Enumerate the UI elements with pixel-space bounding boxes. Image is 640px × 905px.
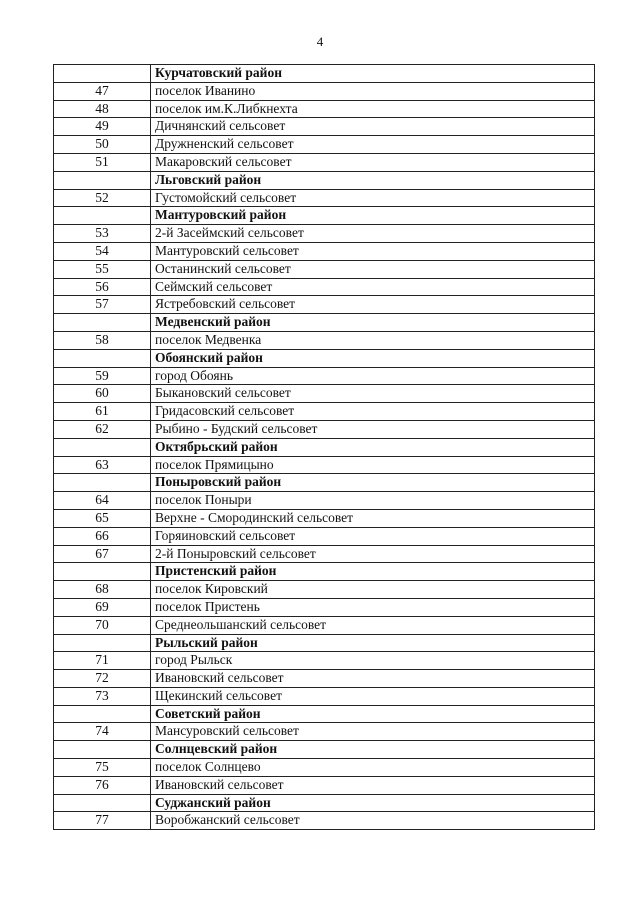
table-row — [54, 776, 595, 794]
municipality-name: Быкановский сельсовет — [151, 385, 595, 403]
municipality-name: Дичнянский сельсовет — [151, 118, 595, 136]
municipality-name: Среднеольшанский сельсовет — [151, 616, 595, 634]
row-number — [54, 314, 151, 332]
municipality-name: поселок Кировский — [151, 581, 595, 599]
municipality-name: 2-й Поныровский сельсовет — [151, 545, 595, 563]
district-name: Рыльский район — [151, 634, 595, 652]
district-name: Октябрьский район — [151, 438, 595, 456]
row-number: 49 — [54, 118, 151, 136]
table-row — [54, 136, 595, 154]
table-row — [54, 278, 595, 296]
table-row — [54, 527, 595, 545]
row-number: 76 — [54, 776, 151, 794]
row-number: 48 — [54, 100, 151, 118]
table-row — [54, 456, 595, 474]
table-row — [54, 403, 595, 421]
row-number: 62 — [54, 420, 151, 438]
row-number — [54, 349, 151, 367]
table-row — [54, 331, 595, 349]
row-number: 55 — [54, 260, 151, 278]
row-number: 69 — [54, 598, 151, 616]
district-header-row — [54, 563, 595, 581]
table-row — [54, 723, 595, 741]
municipality-name: Гридасовский сельсовет — [151, 403, 595, 421]
row-number: 68 — [54, 581, 151, 599]
municipality-name: поселок Медвенка — [151, 331, 595, 349]
district-header-row — [54, 474, 595, 492]
table-row — [54, 367, 595, 385]
row-number: 63 — [54, 456, 151, 474]
municipality-name: поселок Пристень — [151, 598, 595, 616]
district-header-row — [54, 634, 595, 652]
table-row — [54, 812, 595, 830]
table-row — [54, 225, 595, 243]
municipality-name: поселок Прямицыно — [151, 456, 595, 474]
municipality-name: Мантуровский сельсовет — [151, 242, 595, 260]
row-number: 72 — [54, 670, 151, 688]
municipality-name: Горяиновский сельсовет — [151, 527, 595, 545]
row-number: 50 — [54, 136, 151, 154]
row-number — [54, 741, 151, 759]
row-number — [54, 474, 151, 492]
district-name: Медвенский район — [151, 314, 595, 332]
district-header-row — [54, 349, 595, 367]
table-row — [54, 242, 595, 260]
district-name: Суджанский район — [151, 794, 595, 812]
district-name: Советский район — [151, 705, 595, 723]
district-header-row — [54, 65, 595, 83]
row-number: 58 — [54, 331, 151, 349]
row-number — [54, 207, 151, 225]
municipality-name: город Рыльск — [151, 652, 595, 670]
row-number: 65 — [54, 509, 151, 527]
row-number: 57 — [54, 296, 151, 314]
row-number: 51 — [54, 153, 151, 171]
table-row — [54, 759, 595, 777]
row-number: 74 — [54, 723, 151, 741]
municipality-name: Верхне - Смородинский сельсовет — [151, 509, 595, 527]
municipality-name: поселок Поныри — [151, 492, 595, 510]
table-row — [54, 118, 595, 136]
municipality-name: поселок Иванино — [151, 82, 595, 100]
row-number: 66 — [54, 527, 151, 545]
municipality-name: Ястребовский сельсовет — [151, 296, 595, 314]
row-number: 67 — [54, 545, 151, 563]
municipality-name: Макаровский сельсовет — [151, 153, 595, 171]
row-number — [54, 65, 151, 83]
table-row — [54, 385, 595, 403]
municipality-name: поселок им.К.Либкнехта — [151, 100, 595, 118]
municipality-name: город Обоянь — [151, 367, 595, 385]
table-row — [54, 296, 595, 314]
district-name: Обоянский район — [151, 349, 595, 367]
row-number — [54, 438, 151, 456]
table-row — [54, 687, 595, 705]
table-row — [54, 581, 595, 599]
municipality-name: Останинский сельсовет — [151, 260, 595, 278]
municipalities-table — [53, 64, 595, 830]
district-header-row — [54, 438, 595, 456]
table-row — [54, 420, 595, 438]
municipality-name: Ивановский сельсовет — [151, 776, 595, 794]
page-number: 4 — [316, 34, 324, 49]
row-number: 54 — [54, 242, 151, 260]
municipality-name: Мансуровский сельсовет — [151, 723, 595, 741]
table-row — [54, 82, 595, 100]
table-row — [54, 598, 595, 616]
row-number — [54, 171, 151, 189]
table-row — [54, 260, 595, 278]
district-header-row — [54, 207, 595, 225]
row-number: 53 — [54, 225, 151, 243]
row-number: 70 — [54, 616, 151, 634]
row-number: 56 — [54, 278, 151, 296]
municipality-name: Густомойский сельсовет — [151, 189, 595, 207]
district-name: Пристенский район — [151, 563, 595, 581]
row-number: 47 — [54, 82, 151, 100]
municipality-name: Щекинский сельсовет — [151, 687, 595, 705]
municipality-name: Воробжанский сельсовет — [151, 812, 595, 830]
table-body — [54, 65, 595, 830]
row-number: 77 — [54, 812, 151, 830]
row-number — [54, 563, 151, 581]
district-name: Солнцевский район — [151, 741, 595, 759]
row-number: 61 — [54, 403, 151, 421]
row-number — [54, 634, 151, 652]
table-row — [54, 652, 595, 670]
row-number: 59 — [54, 367, 151, 385]
table-row — [54, 509, 595, 527]
row-number: 71 — [54, 652, 151, 670]
table-row — [54, 189, 595, 207]
municipality-name: поселок Солнцево — [151, 759, 595, 777]
row-number: 64 — [54, 492, 151, 510]
district-header-row — [54, 794, 595, 812]
row-number — [54, 705, 151, 723]
municipality-name: Дружненский сельсовет — [151, 136, 595, 154]
district-header-row — [54, 171, 595, 189]
table-row — [54, 492, 595, 510]
row-number: 60 — [54, 385, 151, 403]
district-header-row — [54, 705, 595, 723]
table-row — [54, 153, 595, 171]
table-row — [54, 670, 595, 688]
municipality-name: Ивановский сельсовет — [151, 670, 595, 688]
municipality-name: 2-й Засеймский сельсовет — [151, 225, 595, 243]
district-name: Курчатовский район — [151, 65, 595, 83]
district-name: Поныровский район — [151, 474, 595, 492]
row-number — [54, 794, 151, 812]
table-row — [54, 545, 595, 563]
district-name: Льговский район — [151, 171, 595, 189]
district-name: Мантуровский район — [151, 207, 595, 225]
district-header-row — [54, 741, 595, 759]
municipality-name: Рыбино - Будский сельсовет — [151, 420, 595, 438]
row-number: 73 — [54, 687, 151, 705]
municipality-name: Сеймский сельсовет — [151, 278, 595, 296]
table-row — [54, 100, 595, 118]
row-number: 75 — [54, 759, 151, 777]
row-number: 52 — [54, 189, 151, 207]
district-header-row — [54, 314, 595, 332]
table-row — [54, 616, 595, 634]
